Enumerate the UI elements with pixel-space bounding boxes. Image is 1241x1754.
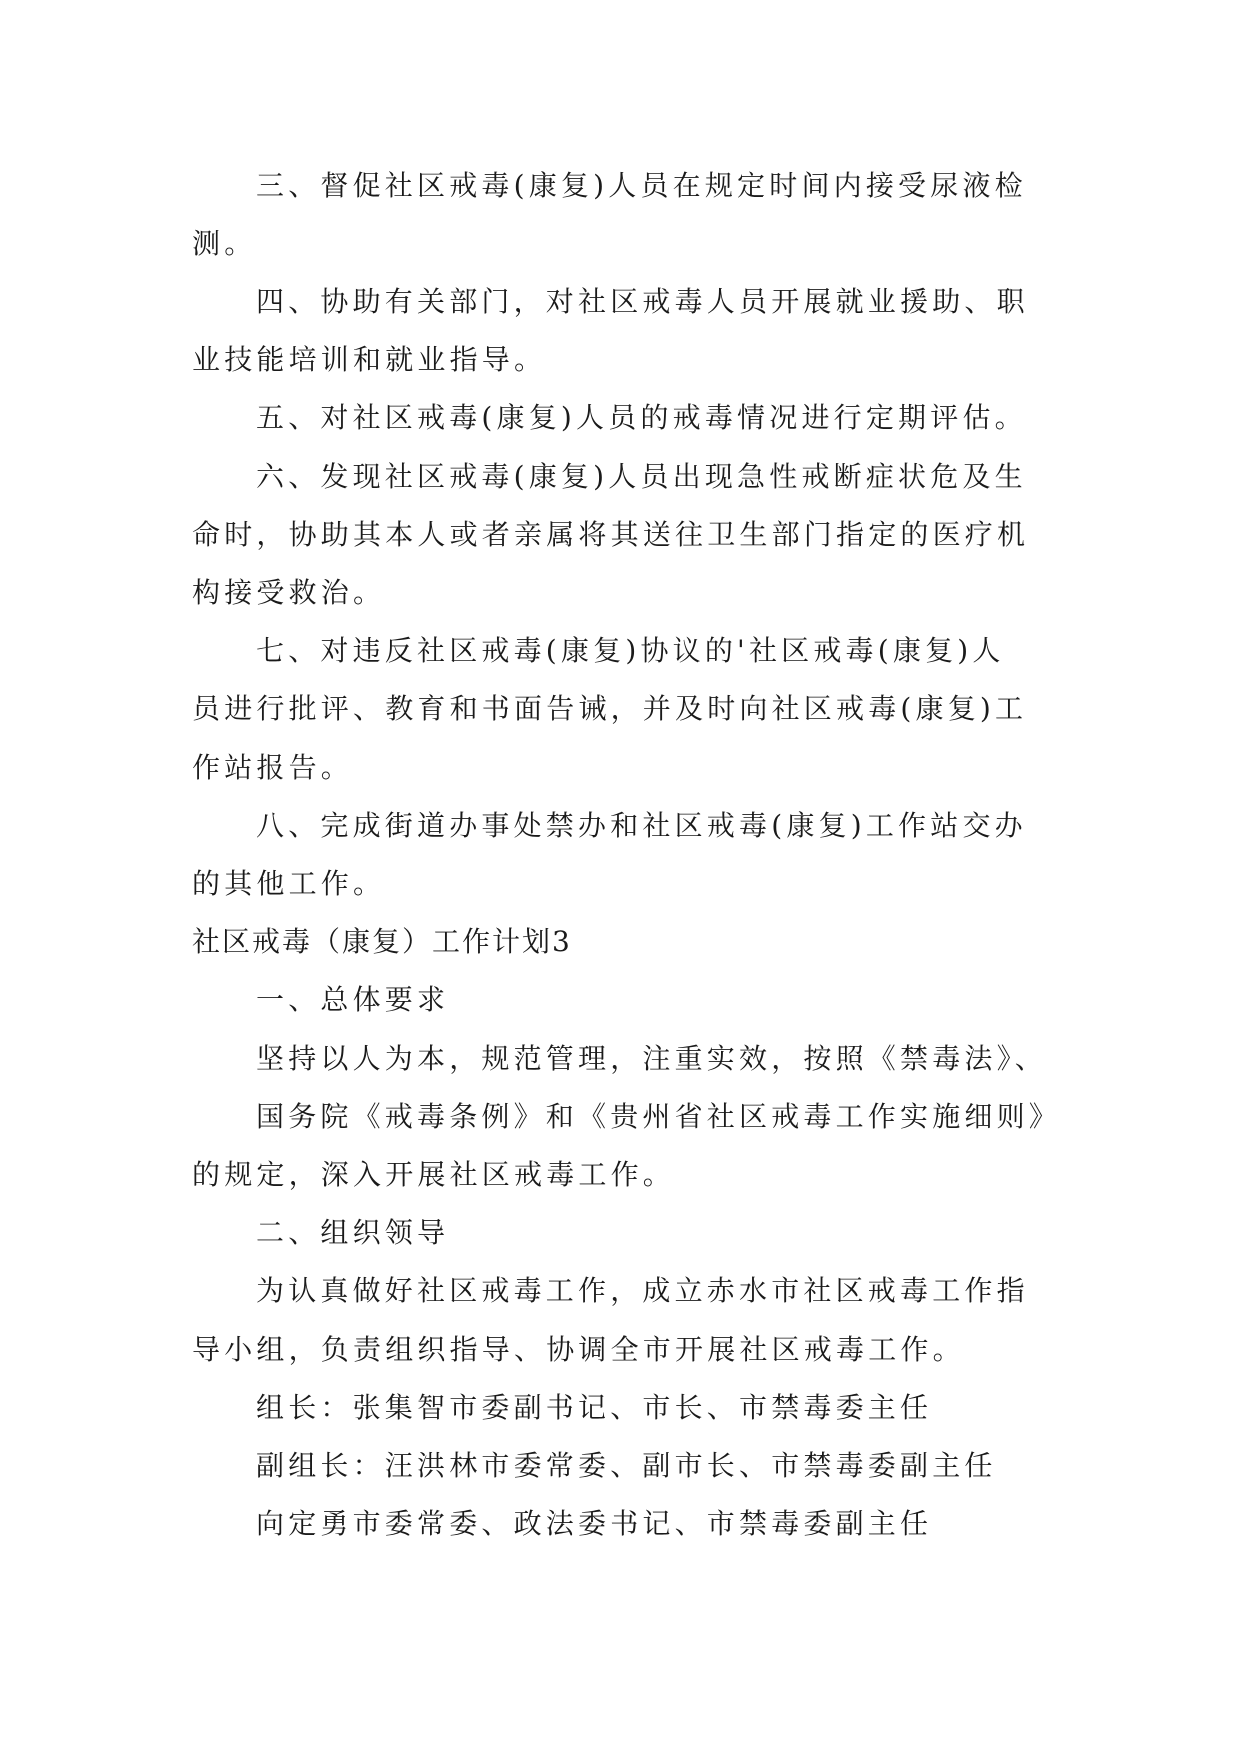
paragraph-line: 七、对违反社区戒毒(康复)协议的'社区戒毒(康复)人 [256, 634, 1005, 667]
paragraph-line: 导小组，负责组织指导、协调全市开展社区戒毒工作。 [192, 1333, 965, 1366]
paragraph-line: 向定勇市委常委、政法委书记、市禁毒委副主任 [256, 1507, 933, 1540]
paragraph-line: 测。 [192, 227, 257, 260]
subsection-heading: 二、组织领导 [256, 1216, 450, 1249]
paragraph-line: 的其他工作。 [192, 867, 386, 900]
paragraph-line: 作站报告。 [192, 751, 354, 784]
paragraph-line: 为认真做好社区戒毒工作，成立赤水市社区戒毒工作指 [256, 1274, 1029, 1307]
paragraph-line: 副组长：汪洪林市委常委、副市长、市禁毒委副主任 [256, 1449, 997, 1482]
paragraph-line: 命时，协助其本人或者亲属将其送往卫生部门指定的医疗机 [192, 518, 1030, 551]
paragraph-line: 五、对社区戒毒(康复)人员的戒毒情况进行定期评估。 [256, 401, 1027, 434]
paragraph-line: 三、督促社区戒毒(康复)人员在规定时间内接受尿液检 [256, 169, 1027, 202]
paragraph-line: 国务院《戒毒条例》和《贵州省社区戒毒工作实施细则》 [256, 1100, 1062, 1133]
section-heading: 社区戒毒（康复）工作计划3 [192, 925, 572, 958]
paragraph-line: 八、完成街道办事处禁办和社区戒毒(康复)工作站交办 [256, 809, 1027, 842]
paragraph-line: 四、协助有关部门，对社区戒毒人员开展就业援助、职 [256, 285, 1029, 318]
paragraph-line: 坚持以人为本，规范管理，注重实效，按照《禁毒法》、 [256, 1042, 1048, 1075]
paragraph-line: 业技能培训和就业指导。 [192, 343, 547, 376]
paragraph-line: 员进行批评、教育和书面告诫，并及时向社区戒毒(康复)工 [192, 692, 1028, 725]
subsection-heading: 一、总体要求 [256, 983, 450, 1016]
paragraph-line: 构接受救治。 [192, 576, 386, 609]
paragraph-line: 组长：张集智市委副书记、市长、市禁毒委主任 [256, 1391, 933, 1424]
paragraph-line: 六、发现社区戒毒(康复)人员出现急性戒断症状危及生 [256, 460, 1027, 493]
paragraph-line: 的规定，深入开展社区戒毒工作。 [192, 1158, 676, 1191]
